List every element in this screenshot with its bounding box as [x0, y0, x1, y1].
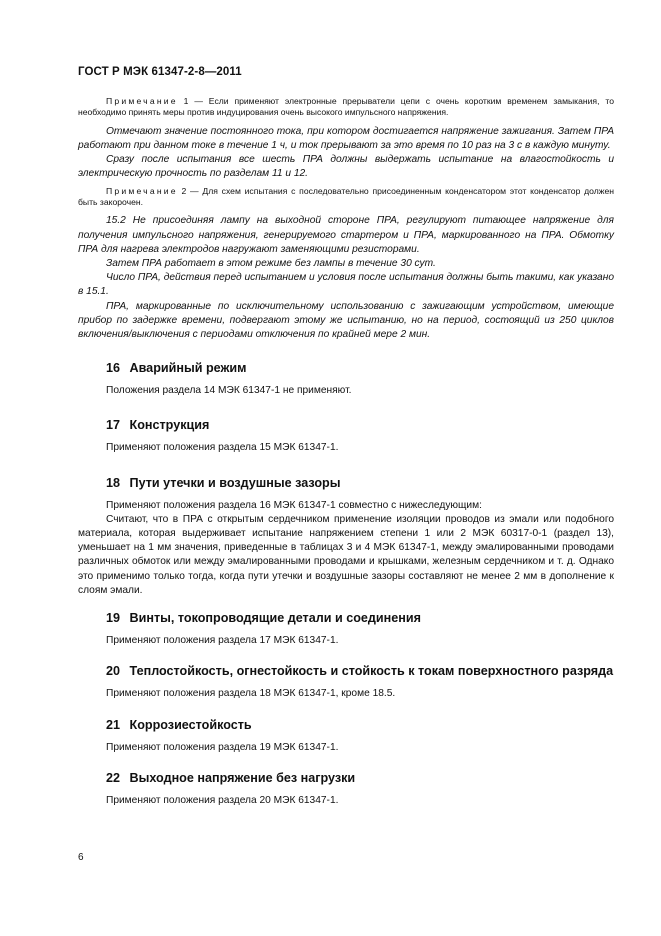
- section-title: Конструкция: [129, 418, 210, 433]
- section-heading: [78, 360, 614, 377]
- section-19: [78, 610, 614, 648]
- section-16: [78, 360, 614, 398]
- section-number: 16: [106, 361, 121, 376]
- section-17: [78, 417, 614, 455]
- page-number: 6: [78, 852, 84, 863]
- section-number: 22: [106, 770, 121, 785]
- section-title: Винты, токопроводящие детали и соединения: [129, 611, 421, 626]
- section-text: Считают, что в ПРА с открытым сердечником применение изоляции проводов из эмали или подобного материала, которая выдерживает испытание напряжением степени 1 или 2 МЭК 60317-0-1 (раздел 13), уменьшает на 1 мм значения, приведенные в таблицах 3 и 4 МЭК 61347-1, между эмалированными проводами различных обмоток или между эмалированными проводами и крышками, железным сердечником и т. д. Однако это применимо только тогда, когда пути утечки и воздушные зазоры составляют не менее 2 мм в дополнение к слоям эмали.: [78, 513, 614, 596]
- section-text: Применяют положения раздела 18 МЭК 61347-1, кроме 18.5.: [106, 688, 396, 700]
- section-heading: [78, 417, 614, 434]
- paragraph-15-2: 15.2 Не присоединяя лампу на выходной стороне ПРА, регулируют питающее напряжение для получения импульсного напряжения, генерируемого стартером и ПРА, маркированного на ПРА. Обмотку ПРА для нагрева электродов нагружают заменяющими резисторами.: [78, 215, 614, 255]
- note-2: [78, 186, 614, 209]
- section-text: Применяют положения раздела 20 МЭК 61347-1.: [106, 794, 339, 806]
- document-code-header: ГОСТ Р МЭК 61347-2-8—2011: [78, 66, 242, 78]
- note-1-text: 1 — Если применяют электронные прерыватели цепи с очень коротким временем замыкания, то необходимо принять меры против индуцирования очень высокого импульсного напряжения.: [78, 96, 614, 118]
- section-title: Коррозиестойкость: [129, 717, 252, 732]
- section-20: [78, 663, 614, 701]
- section-number: 18: [106, 475, 121, 490]
- section-heading: [78, 717, 614, 734]
- note-2-text: 2 — Для схем испытания с последовательно присоединенным конденсатором этот конденсатор должен быть закорочен.: [78, 185, 614, 208]
- section-heading: [78, 663, 614, 680]
- section-text: Применяют положения раздела 16 МЭК 61347-1 совместно с нижеследующим:: [106, 499, 482, 511]
- section-title: Аварийный режим: [129, 361, 247, 376]
- section-title: Выходное напряжение без нагрузки: [129, 770, 356, 785]
- section-text: Положения раздела 14 МЭК 61347-1 не применяют.: [106, 385, 352, 397]
- section-title: Пути утечки и воздушные зазоры: [129, 475, 341, 490]
- section-text: Применяют положения раздела 17 МЭК 61347-1.: [106, 635, 339, 647]
- note-1: [78, 96, 614, 119]
- paragraph-six-ballasts: Сразу после испытания все шесть ПРА должны выдержать испытание на влагостойкость и электрическую прочность по разделам 11 и 12.: [78, 154, 614, 180]
- section-heading: [78, 475, 614, 492]
- section-title: Теплостойкость, огнестойкость и стойкость к токам поверхностного разряда: [129, 664, 614, 679]
- section-number: 19: [106, 611, 121, 626]
- section-text: Применяют положения раздела 15 МЭК 61347-1.: [106, 442, 339, 454]
- paragraph-ignition-current: Отмечают значение постоянного тока, при котором достигается напряжение зажигания. Затем ПРА работают при данном токе в течение 1 ч, и ток прерывают за это время по 10 раз на 3 с в каждую минуту.: [78, 125, 614, 152]
- section-number: 20: [106, 664, 121, 679]
- section-21: [78, 717, 614, 755]
- paragraph-30-days: Затем ПРА работает в этом режиме без лампы в течение 30 сут.: [106, 258, 436, 270]
- paragraph-ignitor-ballasts: ПРА, маркированные по исключительному использованию с зажигающим устройством, имеющие прибор по задержке времени, подвергают этому же испытанию, но на период, состоящий из 250 циклов включения/выключения с периодами отключения по крайней мере 2 мин.: [78, 300, 614, 341]
- note-1-label: Примечание: [106, 96, 178, 106]
- section-number: 21: [106, 717, 121, 732]
- note-2-label: Примечание: [106, 185, 178, 196]
- section-number: 17: [106, 418, 121, 433]
- section-18: [78, 475, 614, 598]
- paragraph-number-of-ballasts: Число ПРА, действия перед испытанием и условия после испытания должны быть такими, как указано в 15.1.: [78, 272, 614, 298]
- section-22: [78, 770, 614, 808]
- section-text: Применяют положения раздела 19 МЭК 61347-1.: [106, 741, 339, 753]
- section-heading: [78, 610, 614, 627]
- section-heading: [78, 770, 614, 787]
- page-content: [78, 96, 614, 808]
